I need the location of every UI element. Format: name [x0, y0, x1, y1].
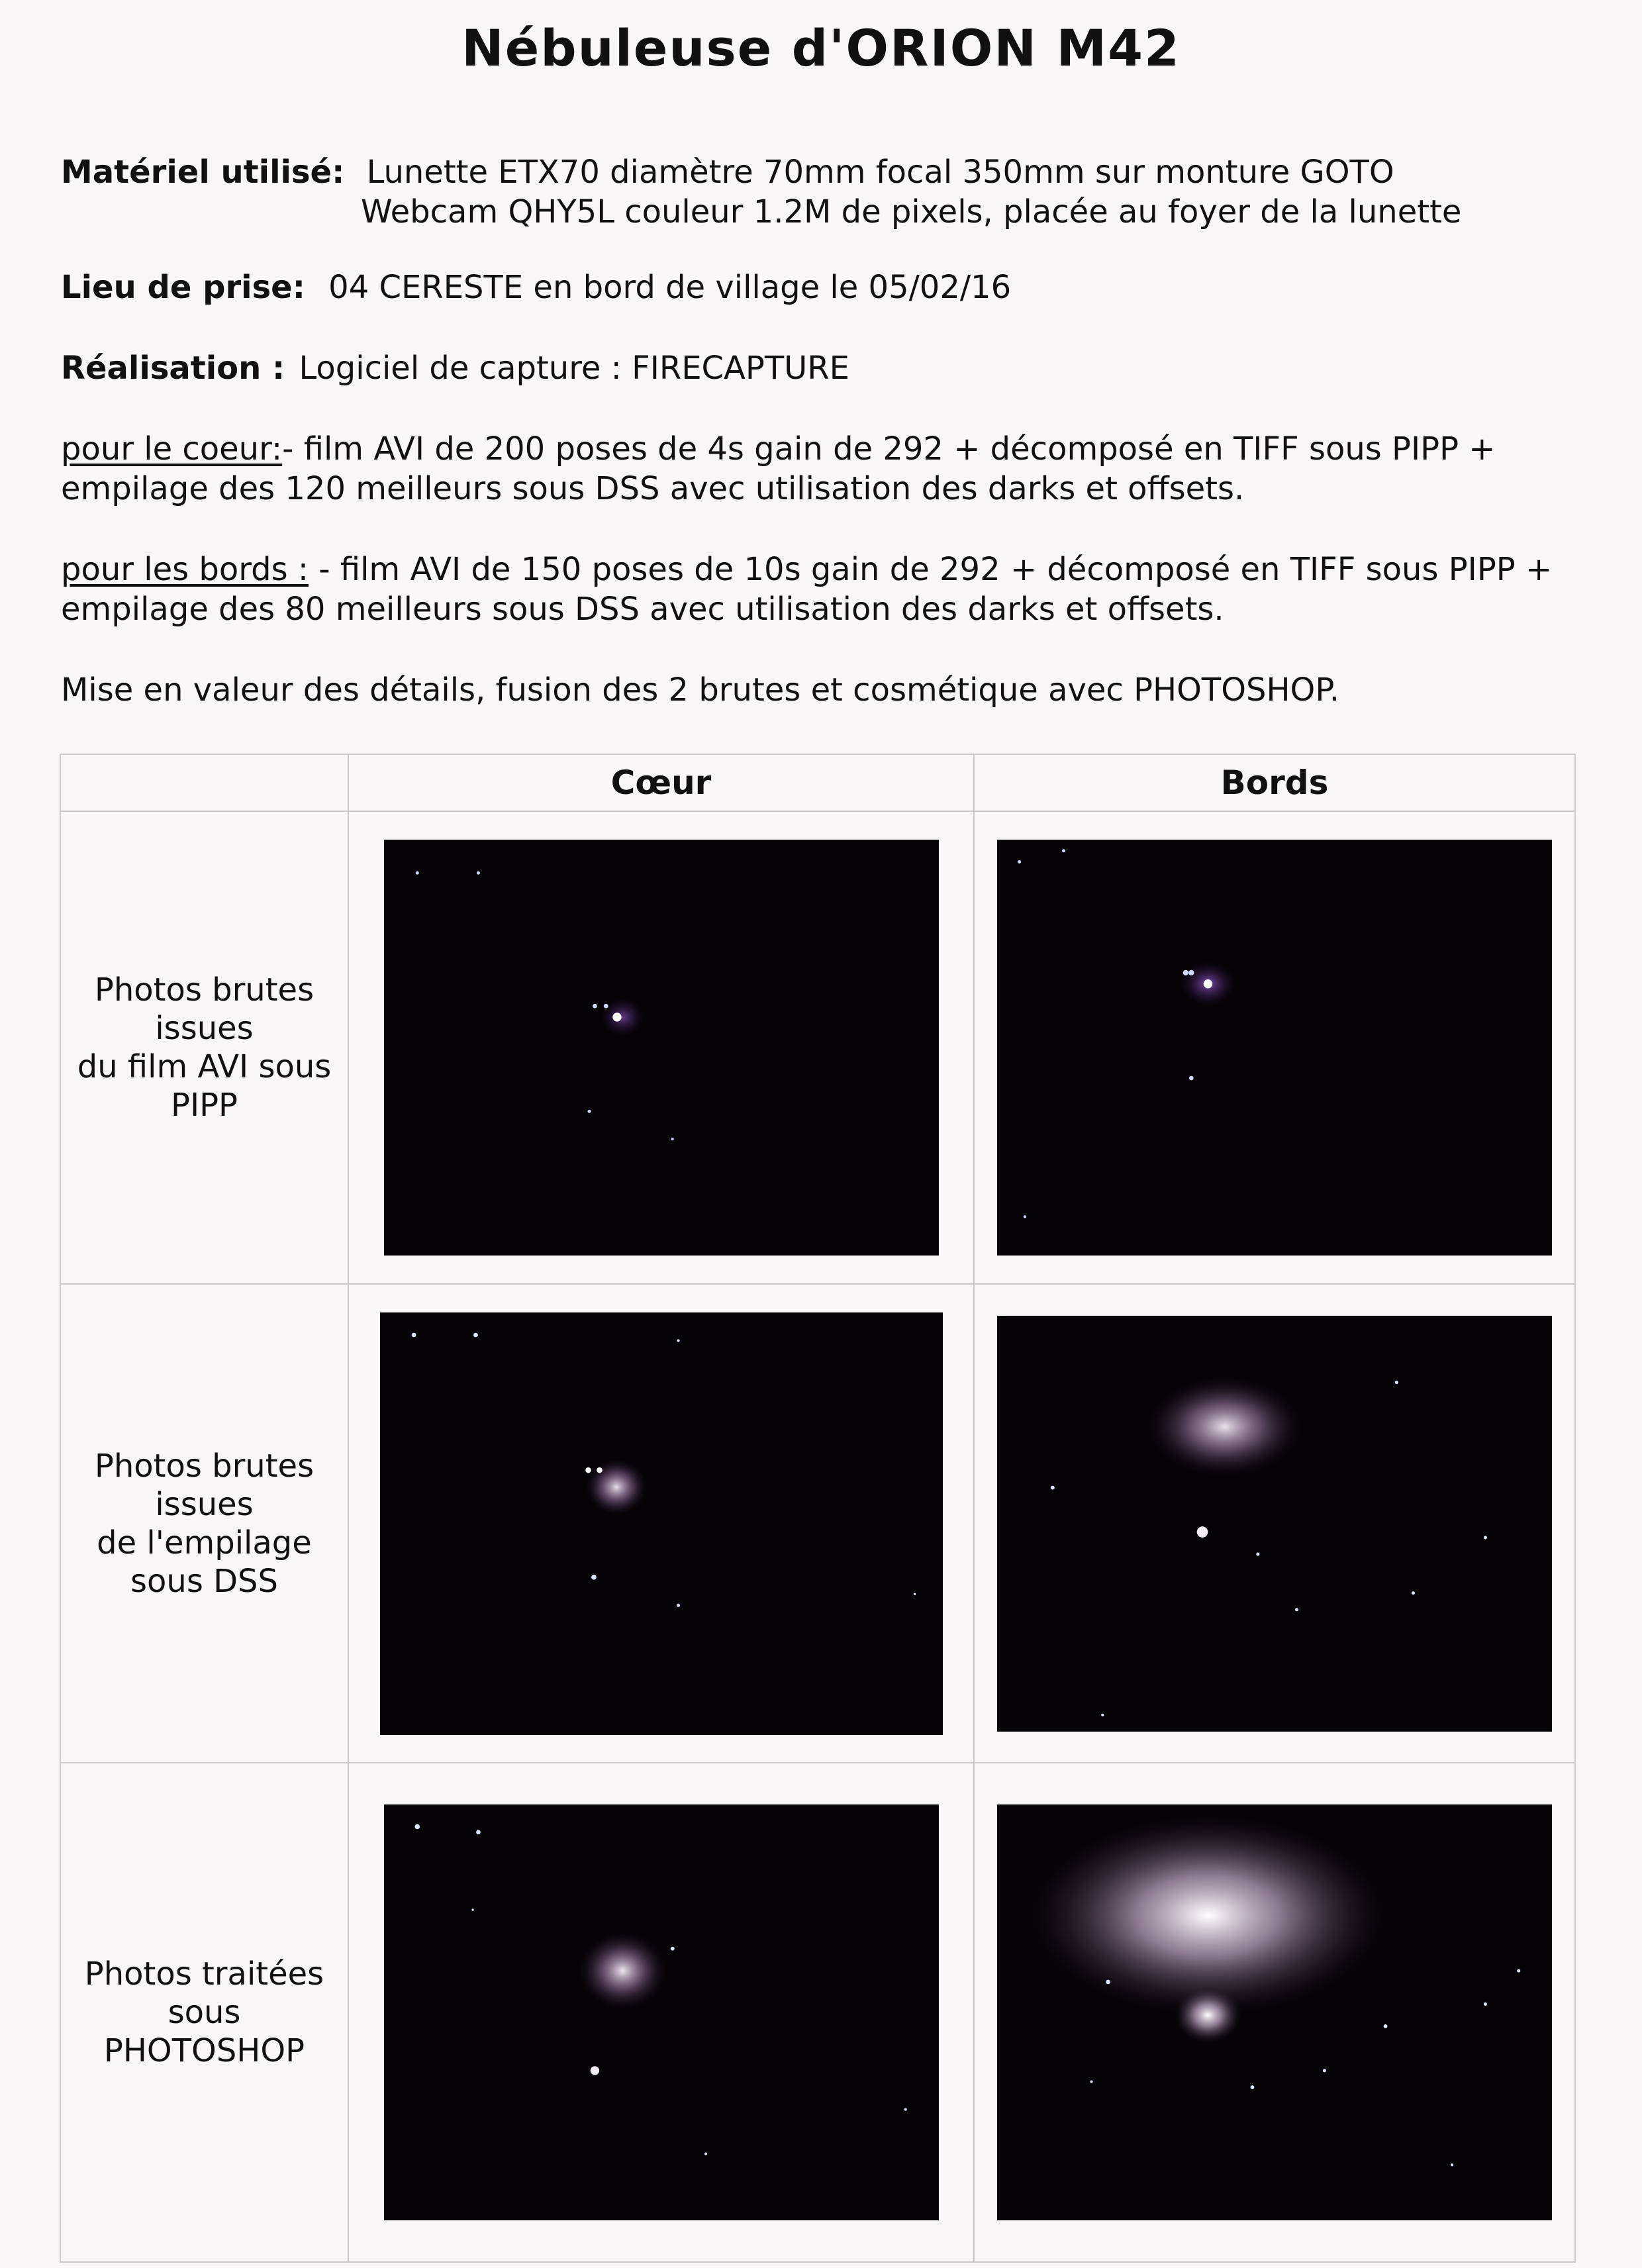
photo-coeur-avi	[384, 840, 939, 1256]
coeur-note-text-1: - film AVI de 200 poses de 4s gain de 292 + décomposé en TIFF sous PIPP +	[282, 430, 1496, 468]
realisation-line	[61, 350, 849, 387]
table-header-row	[60, 754, 1575, 811]
bords-note-label: pour les bords :	[61, 551, 309, 588]
cell-bords-photoshop	[974, 1763, 1575, 2262]
nebula-image	[997, 840, 1552, 1256]
nebula-image	[384, 840, 939, 1256]
row-label-dss: Photos brutes issues de l'empilage sous DSS	[60, 1284, 348, 1763]
table-row	[60, 1284, 1575, 1763]
lieu-line	[61, 269, 1011, 306]
bords-note-line-2: empilage des 80 meilleurs sous DSS avec utilisation des darks et offsets.	[61, 591, 1224, 628]
lieu-text: 04 CERESTE en bord de village le 05/02/16	[328, 269, 1012, 306]
cell-coeur-dss	[348, 1284, 974, 1763]
cell-bords-dss	[974, 1284, 1575, 1763]
nebula-image	[384, 1804, 939, 2220]
header-bords: Bords	[974, 754, 1575, 811]
cell-coeur-avi	[348, 811, 974, 1284]
cell-bords-avi	[974, 811, 1575, 1284]
table-row	[60, 811, 1575, 1284]
photo-coeur-dss	[380, 1312, 943, 1735]
header-coeur: Cœur	[348, 754, 974, 811]
nebula-image	[997, 1804, 1552, 2220]
photo-bords-photoshop	[997, 1804, 1552, 2220]
coeur-note-line-2: empilage des 120 meilleurs sous DSS avec utilisation des darks et offsets.	[61, 470, 1245, 507]
coeur-note-label: pour le coeur:	[61, 430, 283, 468]
materiel-line-2: Webcam QHY5L couleur 1.2M de pixels, placée au foyer de la lunette	[361, 193, 1462, 230]
lieu-label: Lieu de prise:	[61, 269, 305, 306]
realisation-label: Réalisation :	[61, 350, 285, 387]
table-row	[60, 1763, 1575, 2262]
materiel-label: Matériel utilisé:	[61, 154, 345, 191]
cell-coeur-photoshop	[348, 1763, 974, 2262]
header-empty	[60, 754, 348, 811]
mise-en-valeur-line: Mise en valeur des détails, fusion des 2 brutes et cosmétique avec PHOTOSHOP.	[61, 671, 1340, 709]
bords-note-text-1: - film AVI de 150 poses de 10s gain de 292 + décomposé en TIFF sous PIPP +	[309, 551, 1553, 588]
bords-note-line-1	[61, 551, 1552, 588]
nebula-image	[997, 1316, 1552, 1732]
materiel-text-1: Lunette ETX70 diamètre 70mm focal 350mm sur monture GOTO	[366, 154, 1394, 191]
materiel-line-1	[61, 154, 1394, 191]
row-label-photoshop: Photos traitées sous PHOTOSHOP	[60, 1763, 348, 2262]
page-title: Nébuleuse d'ORION M42	[461, 19, 1181, 77]
photo-coeur-photoshop	[384, 1804, 939, 2220]
photo-bords-avi	[997, 840, 1552, 1256]
row-label-avi: Photos brutes issues du film AVI sous PIPP	[60, 811, 348, 1284]
comparison-table	[60, 754, 1576, 2263]
realisation-text: Logiciel de capture : FIRECAPTURE	[299, 350, 849, 387]
photo-bords-dss	[997, 1316, 1552, 1732]
nebula-image	[380, 1312, 943, 1735]
coeur-note-line-1	[61, 430, 1496, 468]
